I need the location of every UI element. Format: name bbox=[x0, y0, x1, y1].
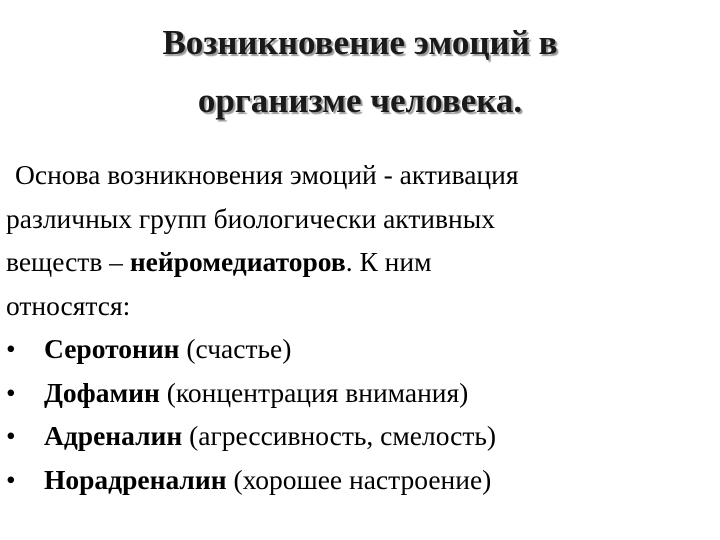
title-line-1: Возникновение эмоций в bbox=[162, 23, 558, 62]
list-item-name: Норадреналин bbox=[44, 463, 227, 495]
list-item-desc: (счастье) bbox=[179, 333, 292, 364]
intro-line-3-suffix: . К ним bbox=[345, 246, 432, 277]
list-item-desc: (концентрация внимания) bbox=[159, 376, 469, 408]
list-item-name: Серотонин bbox=[44, 333, 180, 364]
intro-line-3 bbox=[6, 240, 711, 284]
bullet-icon: • bbox=[6, 333, 16, 364]
intro-line-4: относятся: bbox=[6, 289, 131, 321]
intro-line-2: различных групп биологически активных bbox=[6, 202, 495, 234]
intro-line-1: Основа возникновения эмоций - активация bbox=[15, 159, 519, 190]
title-line-2: организме человека. bbox=[197, 81, 523, 120]
list-item-desc: (хорошее настроение) bbox=[226, 463, 492, 495]
list-item-name: Дофамин bbox=[44, 376, 160, 408]
list-item bbox=[6, 327, 711, 371]
intro-paragraph bbox=[6, 153, 711, 327]
neurotransmitters-term: нейромедиаторов bbox=[129, 246, 346, 277]
intro-line-3-prefix: веществ – bbox=[6, 246, 130, 277]
slide-body bbox=[6, 153, 711, 501]
list-item bbox=[6, 458, 711, 502]
list-item-desc: (агрессивность, смелость) bbox=[182, 420, 497, 451]
neurotransmitter-list bbox=[6, 327, 711, 501]
bullet-icon: • bbox=[6, 420, 16, 451]
list-item bbox=[6, 414, 711, 458]
slide-title bbox=[60, 14, 660, 130]
bullet-icon: • bbox=[6, 463, 16, 495]
list-item-name: Адреналин bbox=[44, 420, 183, 451]
list-item bbox=[6, 371, 711, 415]
bullet-icon: • bbox=[6, 376, 16, 408]
